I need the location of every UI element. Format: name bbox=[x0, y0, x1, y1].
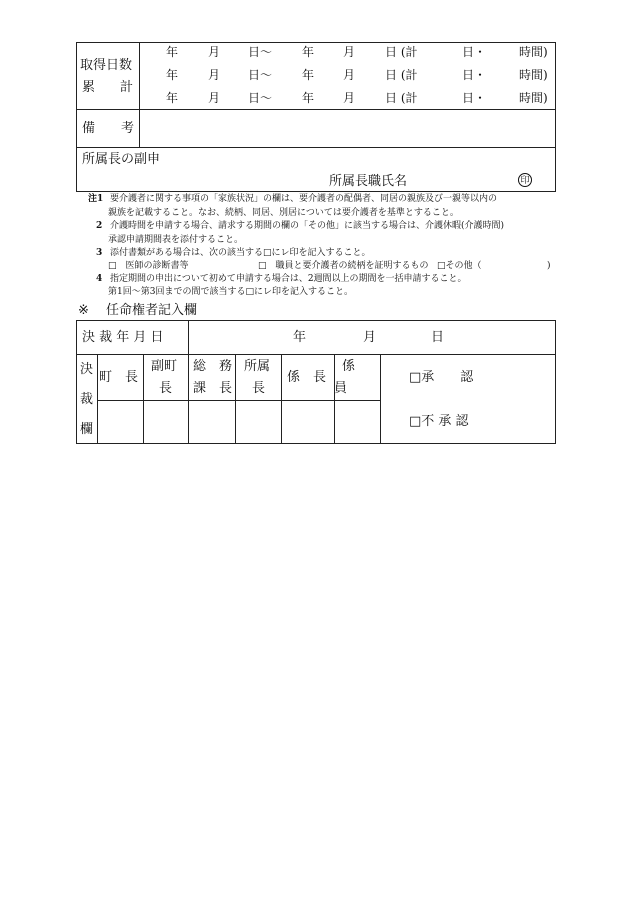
deputy-mayor-header-1: 副町 bbox=[151, 359, 178, 374]
note3-option-other-close: ) bbox=[547, 261, 551, 271]
note3-number: 3 bbox=[96, 248, 103, 258]
decision-date-label-divider bbox=[188, 320, 189, 355]
row2-day-start: 日〜 bbox=[248, 68, 273, 82]
row1-month-start: 月 bbox=[208, 45, 221, 59]
decision-year: 年 bbox=[293, 330, 307, 345]
stamp-cell-general-affairs[interactable] bbox=[189, 401, 234, 443]
note3-option-other[interactable]: □その他（ bbox=[437, 261, 482, 271]
row3-hours: 時間) bbox=[519, 91, 548, 105]
row2-month-end: 月 bbox=[343, 68, 356, 82]
stamp-cell-deputy-mayor[interactable] bbox=[144, 401, 187, 443]
row2-days: 日・ bbox=[462, 68, 487, 82]
approve-checkbox[interactable]: □承 認 bbox=[409, 370, 474, 385]
row3-day-start: 日〜 bbox=[248, 91, 273, 105]
top-table bbox=[76, 42, 556, 192]
kessai-label-1: 決 bbox=[80, 362, 94, 377]
note4-line2: 第1回〜第3回までの間で該当する□にレ印を記入すること。 bbox=[108, 287, 353, 297]
row2-hours: 時間) bbox=[519, 68, 548, 82]
row1-days: 日・ bbox=[462, 45, 487, 59]
col-divider-6 bbox=[380, 354, 381, 444]
row3-year-end: 年 bbox=[302, 91, 315, 105]
note2-line1: 介護時間を申請する場合、請求する期間の欄の「その他」に該当する場合は、介護休暇(介護時間) bbox=[110, 221, 505, 231]
decision-day: 日 bbox=[431, 330, 445, 345]
stamp-cell-staff[interactable] bbox=[335, 401, 379, 443]
note3-line1: 添付書類がある場合は、次の該当する□にレ印を記入すること。 bbox=[110, 248, 371, 258]
reject-checkbox[interactable]: □不 承 認 bbox=[409, 414, 469, 429]
mayor-header: 町 長 bbox=[99, 370, 139, 385]
manager-name-label: 所属長職氏名 bbox=[329, 174, 408, 189]
dept-head-header-1: 所属 bbox=[244, 359, 271, 374]
remarks-field[interactable] bbox=[146, 121, 546, 137]
row1-hours: 時間) bbox=[519, 45, 548, 59]
decision-date-label: 決 裁 年 月 日 bbox=[82, 330, 164, 345]
note3-option-doctor[interactable]: □ 医師の診断書等 bbox=[108, 261, 189, 271]
staff-header-1: 係 bbox=[342, 359, 356, 374]
remarks-label: 備 考 bbox=[82, 121, 135, 136]
section2-mark: ※ bbox=[78, 303, 89, 318]
general-affairs-header-2: 課 長 bbox=[193, 381, 233, 396]
kessai-label-2: 裁 bbox=[80, 392, 94, 407]
deputy-mayor-header-2: 長 bbox=[159, 381, 173, 396]
top-table-divider-1 bbox=[76, 109, 556, 110]
note4-line1: 指定期間の申出について初めて申請する場合は、2週間以上の期間を一括申請すること。 bbox=[110, 274, 467, 284]
note2-line2: 承認申請期間表を添付すること。 bbox=[108, 235, 244, 245]
staff-header-2: 員 bbox=[334, 381, 348, 396]
days-count-label: 取得日数 bbox=[80, 58, 133, 73]
stamp-cell-mayor[interactable] bbox=[98, 401, 142, 443]
row3-month-end: 月 bbox=[343, 91, 356, 105]
row1-year-end: 年 bbox=[302, 45, 315, 59]
stamp-cell-section-chief[interactable] bbox=[282, 401, 333, 443]
stamp-cell-dept-head[interactable] bbox=[236, 401, 280, 443]
row3-days: 日・ bbox=[462, 91, 487, 105]
decision-month: 月 bbox=[363, 330, 377, 345]
decision-date-divider bbox=[76, 354, 556, 355]
row1-year-start: 年 bbox=[166, 45, 179, 59]
note2-number: 2 bbox=[96, 221, 103, 231]
section2-heading: 任命権者記入欄 bbox=[106, 303, 198, 318]
seal-icon: 印 bbox=[518, 173, 532, 187]
kessai-label-3: 欄 bbox=[80, 422, 94, 437]
row1-day-end: 日 (計 bbox=[385, 45, 418, 59]
note1-number: 注1 bbox=[88, 194, 104, 204]
top-table-divider-2 bbox=[76, 147, 556, 148]
cumulative-label: 累 計 bbox=[82, 80, 140, 95]
note3-option-relationship[interactable]: □ 職員と要介護者の続柄を証明するもの bbox=[258, 261, 429, 271]
row3-month-start: 月 bbox=[208, 91, 221, 105]
row3-year-start: 年 bbox=[166, 91, 179, 105]
row3-day-end: 日 (計 bbox=[385, 91, 418, 105]
section-chief-header: 係 長 bbox=[287, 370, 327, 385]
top-table-label-divider bbox=[139, 42, 140, 148]
row1-day-start: 日〜 bbox=[248, 45, 273, 59]
note1-line1: 要介護者に関する事項の「家族状況」の欄は、要介護者の配偶者、同居の親族及び一親等以内の bbox=[110, 194, 498, 204]
row1-month-end: 月 bbox=[343, 45, 356, 59]
note4-number: 4 bbox=[96, 274, 103, 284]
manager-note-label: 所属長の副申 bbox=[82, 152, 161, 167]
row2-year-start: 年 bbox=[166, 68, 179, 82]
row2-day-end: 日 (計 bbox=[385, 68, 418, 82]
row2-year-end: 年 bbox=[302, 68, 315, 82]
note1-line2: 親族を記載すること。なお、続柄、同居、別居については要介護者を基準とすること。 bbox=[108, 208, 459, 218]
general-affairs-header-1: 総 務 bbox=[193, 359, 233, 374]
dept-head-header-2: 長 bbox=[252, 381, 266, 396]
row2-month-start: 月 bbox=[208, 68, 221, 82]
